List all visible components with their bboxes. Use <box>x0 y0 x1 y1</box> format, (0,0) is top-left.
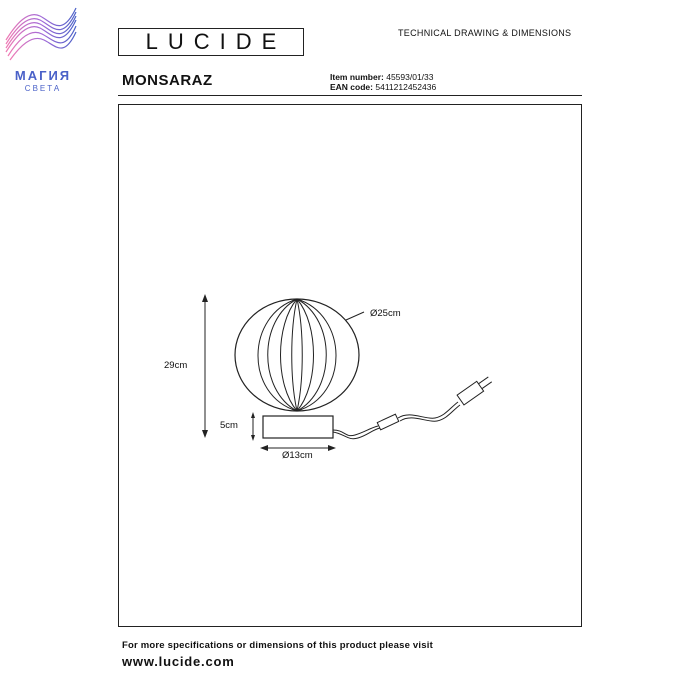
watermark-line2: СВЕТА <box>24 84 62 93</box>
watermark-wave-icon <box>0 0 82 66</box>
item-number-value: 45593/01/33 <box>386 72 434 82</box>
footer-text: For more specifications or dimensions of this product please visit <box>122 640 433 651</box>
inline-switch <box>377 414 399 430</box>
ean-code-label: EAN code: <box>330 82 373 92</box>
ean-code-value: 5411212452436 <box>375 82 437 92</box>
document-type: TECHNICAL DRAWING & DIMENSIONS <box>398 28 572 38</box>
item-number-label: Item number: <box>330 72 384 82</box>
watermark-logo <box>0 0 82 100</box>
lamp-base <box>263 416 333 438</box>
watermark-line1: МАГИЯ <box>14 68 72 83</box>
header-divider <box>118 95 582 96</box>
base-height-label: 5cm <box>220 420 238 431</box>
height-label: 29cm <box>164 360 188 371</box>
globe-shade <box>235 299 359 411</box>
power-plug <box>457 374 493 404</box>
product-name: MONSARAZ <box>122 72 213 89</box>
shade-diameter-label: Ø25cm <box>370 308 401 319</box>
website-link[interactable]: www.lucide.com <box>122 654 235 669</box>
base-diameter-label: Ø13cm <box>282 450 313 461</box>
brand-logo: LUCIDE <box>118 28 304 56</box>
item-number-row <box>330 72 434 82</box>
technical-drawing <box>150 280 570 480</box>
ean-code-row <box>330 82 436 92</box>
